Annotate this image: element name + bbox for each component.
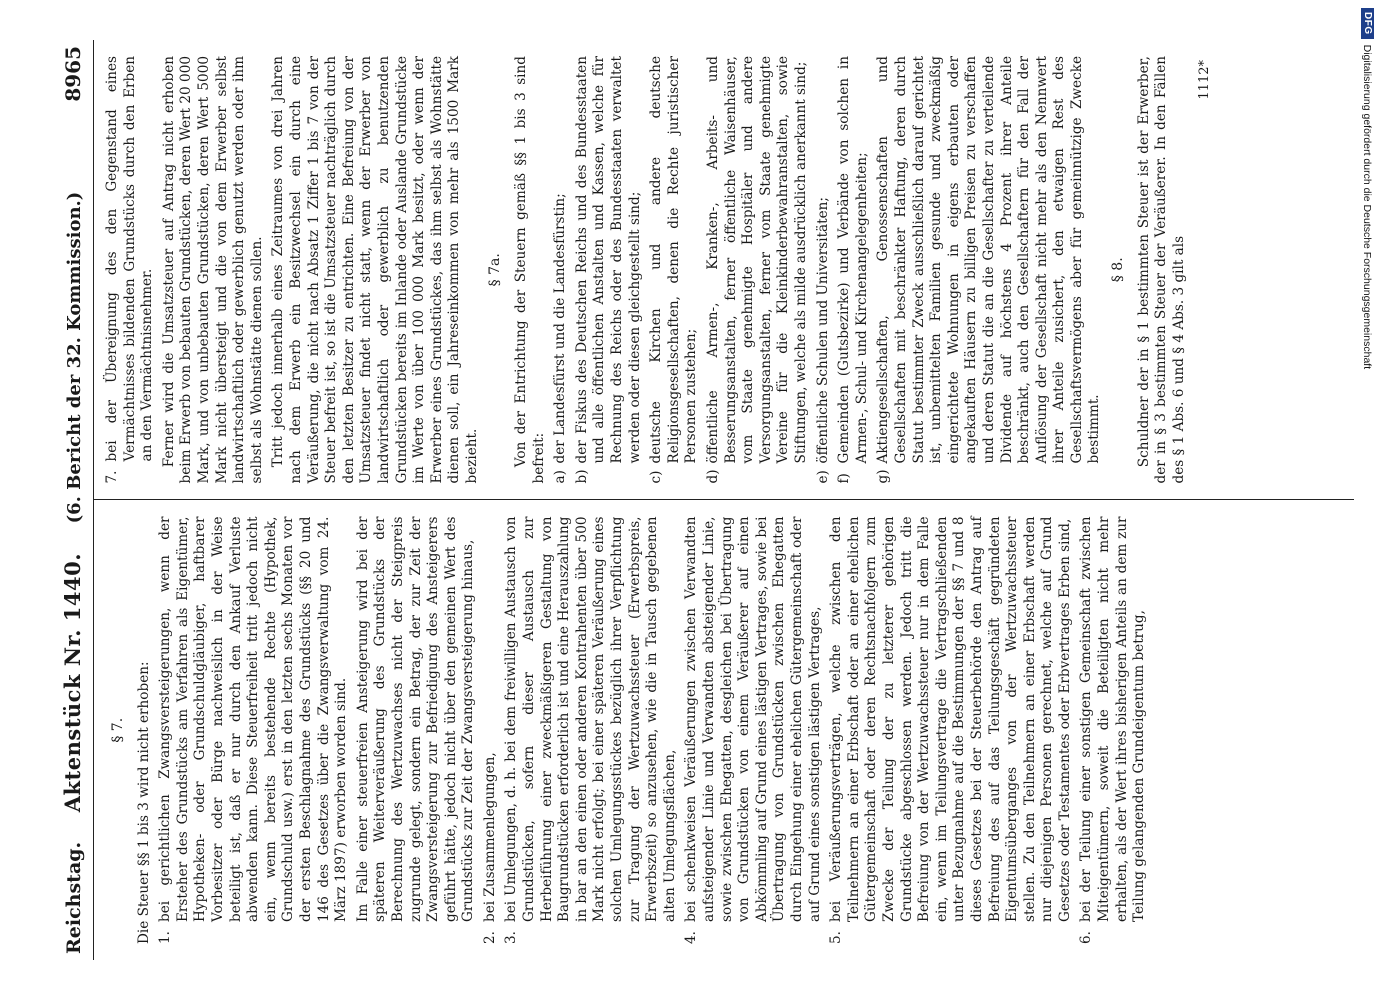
credit-text: Digitalisierung gefördert durch die Deutsche Forschungsgemeinschaft — [1361, 44, 1374, 370]
paragraph: Tritt jedoch innerhalb eines Zeitraumes von drei Jahren nach dem Erwerb ein Besitzwechsel ein durch eine Veräußerung, die nicht nach Absatz 1 Ziffer 1 bis 7 von der Steuer befreit ist, so ist die Umsatzsteuer nachträglich durch den letzten Besitzer zu entrichten. Eine Befreiung von der Umsatzsteuer findet nicht statt, wenn der Erwerber von landwirtschaftlich oder gewerblich zu benutzenden Grundstücken bereits im Inlande oder Auslande Grundstücke im Werte von über 100 000 Mark besitzt, oder wenn der Erwerber eines Grundstückes, das ihm selbst als Wohnstätte dienen soll, ein Jahreseinkommen von mehr als 1500 Mark bezieht. — [270, 56, 480, 484]
item-number: 4. — [683, 931, 700, 944]
sub-item — [574, 56, 644, 484]
item-text: öffentliche Armen-, Kranken-, Arbeits- und Besserungsanstalten, ferner öffentliche Waisenhäuser, vom Staate genehmigte Hospitäler und andere Versorgungsanstalten, ferner vom Staate genehmigte Vereine für die Kleinkinderbewahranstalten, sowie Stiftungen, welche als milde ausdrücklich anerkannt sind; — [705, 56, 809, 464]
text-columns — [94, 40, 1354, 960]
sub-item — [705, 56, 811, 484]
item-letter: d) — [705, 469, 721, 484]
digitization-credit — [1352, 0, 1383, 1000]
item-letter: b) — [573, 469, 590, 484]
item-number: 6. — [1078, 931, 1095, 944]
header-subtitle: (6. Bericht der 32. Kommission.) — [64, 191, 85, 524]
item-text: bei der Übereignung des den Gegenstand eines Vermächtnisses bildenden Grundstücks durch den Erben an den Vermächtnisnehmer. — [104, 56, 156, 462]
item-number: 2. — [481, 931, 498, 944]
item-letter: a) — [552, 470, 569, 484]
page-header — [60, 40, 94, 960]
list-item — [1078, 517, 1148, 945]
section-title: § 7. — [110, 717, 126, 743]
paragraph: Schuldner der in § 1 bestimmten Steuer ist der Erwerber, der in § 3 bestimmten Steuer der Veräußerer. In den Fällen des § 1 Abs. 6 und § 4 Abs. 3 gilt als — [1135, 56, 1187, 484]
section-intro: Die Steuer §§ 1 bis 3 wird nicht erhoben: — [135, 661, 152, 944]
sub-item — [552, 56, 570, 484]
item-text: bei gerichtlichen Zwangsversteigerungen, wenn der Ersteher des Grundstücks am Verfahren als Eigentümer, Hypotheken- oder Grundschuldgläubiger, haftbarer Vorbesitzer oder Bürge nachweislich in der Weise beteiligt ist, daß er nur durch den Ankauf Verluste abwenden kann. Diese Steuerfreiheit tritt jedoch nicht ein, wenn bereits bestehende Rechte (Hypothek, Grundschuld usw.) erst in den letzten sechs Monaten vor der ersten Beschlagnahme des Grundstücks (§§ 20 und 146 des Gesetzes über die Zwangsverwaltung vom 24. März 1897) erworben worden sind. — [157, 516, 350, 922]
left-column — [94, 501, 1354, 961]
list-item — [828, 517, 1074, 945]
sub-item — [836, 56, 871, 484]
signature-number: 1112* — [1197, 60, 1213, 100]
item-text: bei Umlegungen, d. h. bei dem freiwilligen Austausch von Grundstücken, sofern dieser Austausch zur Herbeiführung einer zweckmäßigeren Gestaltung von Baugrundstücken erforderlich ist und eine Herauszahlung in bar an den einen oder anderen Kontrahenten über 500 Mark nicht erfolgt; bei einer späteren Veräußerung eines solchen Umlegungsstückes bezüglich ihrer Verpflichtung zur Tragung der Wertzuwachssteuer (Erwerbspreis, Erwerbszeit) so anzusehen, wie die in Tausch gegebenen alten Umlegungsflächen, — [503, 516, 678, 922]
item-text: Aktiengesellschaften, Genossenschaften und Gesellschaften mit beschränkter Haftung, deren durch Statut bestimmter Zweck ausschließlich darauf gerichtet ist, unbemittelten Familien gesunde und zweckmäßig eingerichtete Wohnungen in eigens erbauten oder angekauften Häusern zu billigen Preisen zu verschaffen und deren Statut die an die Gesellschafter zu verteilende Dividende auf höchstens 4 Prozent ihrer Anteile beschränkt, auch den Gesellschaftern für den Fall der Auflösung der Gesellschaft nicht mehr als den Nennwert ihrer Anteile zusichert, den etwaigen Rest des Gesellschaftsvermögens aber für gemeinnützige Zwecke bestimmt. — [875, 56, 1103, 464]
paragraph: Ferner wird die Umsatzsteuer auf Antrag nicht erhoben beim Erwerb von bebauten Grundstücken, deren Wert 20 000 Mark, und von unbebauten Grundstücken, deren Wert 5000 Mark nicht übersteigt und die von dem Erwerber selbst landwirtschaftlich oder gewerblich genutzt werden oder ihm selbst als Wohnstätte dienen sollen. — [160, 56, 265, 484]
item-text: Gemeinden (Gutsbezirke) und Verbände von solchen in Armen-, Schul- und Kirchenangelegenheiten; — [836, 56, 870, 464]
item-letter: c) — [648, 470, 665, 484]
right-column — [94, 40, 1354, 501]
header-document-number: Aktenstück Nr. 1440. — [60, 552, 85, 813]
item-number: 7. — [104, 470, 120, 484]
item-text: Im Falle einer steuerfreien Ansteigerung wird bei der späteren Weiterveräußerung des Grundstücks der Berechnung des Wertzuwachses nicht der Steigpreis zugrunde gelegt, sondern ein Betrag, der zur Zeit der Zwangsversteigerung zur Befriedigung des Ansteigerers geführt hätte, jedoch nicht über den gemeinen Wert des Grundstücks zur Zeit der Zwangsversteigerung hinaus, — [354, 516, 477, 922]
list-item — [355, 517, 478, 945]
section-title: § 8. — [1110, 257, 1127, 283]
header-left: Reichstag. — [63, 841, 85, 954]
item-number: 3. — [503, 931, 520, 944]
item-letter: f) — [836, 473, 853, 484]
item-text: der Fiskus des Deutschen Reichs und des Bundesstaaten und alle öffentlichen Anstalten und Kassen, welche für Rechnung des Reichs oder des Bundesstaaten verwaltet werden oder diesen gleichgestellt sind; — [573, 56, 643, 464]
section-intro: Von der Entrichtung der Steuern gemäß §§ 1 bis 3 sind befreit: — [513, 56, 547, 484]
item-number: 1. — [157, 931, 174, 944]
item-text: öffentliche Schulen und Universitäten; — [814, 197, 831, 464]
item-letter: g) — [875, 469, 892, 484]
item-text: bei der Teilung einer sonstigen Gemeinschaft zwischen Miteigentümern, soweit die Beteiligten nicht mehr erhalten, als der Wert ihres bisherigen Anteils an dem zur Teilung gelangenden Grundeigentum betrug, — [1078, 516, 1148, 922]
item-number — [355, 922, 478, 944]
list-item — [503, 517, 679, 945]
list-item — [683, 517, 824, 945]
page-number: 8965 — [61, 46, 85, 102]
list-item — [482, 517, 500, 945]
item-text: bei schenkweisen Veräußerungen zwischen Verwandten aufsteigender Linie und Verwandten absteigender Linie, sowie zwischen Ehegatten, desgleichen bei Übertragung von Grundstücken von einem Veräußerer auf einen Abkömmling auf Grund eines lästigen Vertrages, sowie bei Übertragung von Grundstücken zwischen Ehegatten durch Eingehung einer ehelichen Gütergemeinschaft oder auf Grund eines sonstigen lästigen Vertrages, — [683, 516, 823, 922]
dfg-logo: DFG — [1361, 8, 1374, 39]
section-title: § 7a. — [487, 253, 504, 287]
item-letter: e) — [814, 470, 831, 484]
list-item — [157, 517, 351, 945]
item-number: 5. — [828, 931, 845, 944]
item-text: der Landesfürst und die Landesfürstin; — [552, 193, 569, 464]
item-text: bei Zusammenlegungen, — [481, 752, 498, 922]
sub-item — [815, 56, 833, 484]
item-text: bei Veräußerungsverträgen, welche zwischen den Teilnehmern an einer Erbschaft oder an einer ehelichen Gütergemeinschaft oder deren Rechtsnachfolgern zum Zwecke der Teilung der zu letzterer gehörigen Grundstücke abgeschlossen werden. Jedoch tritt die Befreiung von der Wertzuwachssteuer nur in dem Falle ein, wenn im Teilungsvertrage die Vertragschließenden unter Bezugnahme auf die Bestimmungen der §§ 7 und 8 dieses Gesetzes bei der Steuerbehörde den Antrag auf Befreiung des auf das Teilungsgeschäft gegründeten Eigentumsüberganges von der Wertzuwachssteuer stellen. Zu den Teilnehmern an einer Erbschaft werden nur diejenigen Personen gerechnet, welche auf Grund Gesetzes oder Testamentes oder Erbvertrages Erben sind, — [828, 516, 1073, 922]
list-item — [104, 56, 157, 484]
item-text: deutsche Kirchen und andere deutsche Religionsgesellschaften, denen die Rechte juristischer Personen zustehen; — [648, 56, 700, 464]
sub-item — [875, 56, 1104, 484]
sub-item — [648, 56, 701, 484]
